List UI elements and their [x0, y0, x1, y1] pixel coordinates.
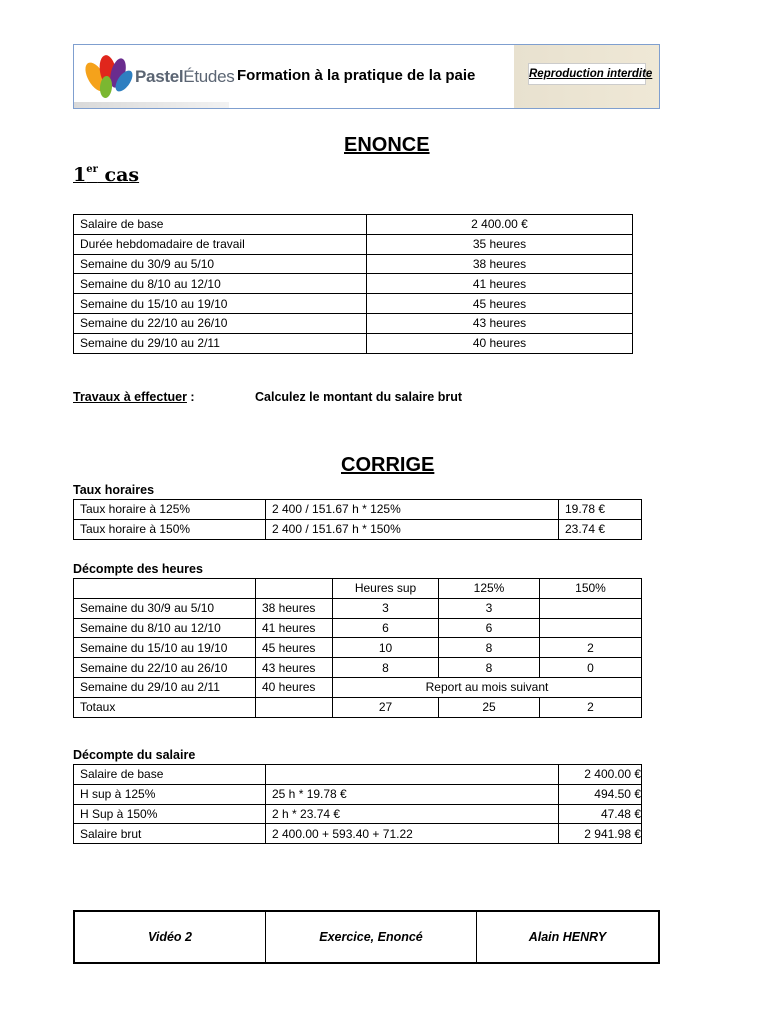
totals-row: [74, 697, 642, 717]
reproduction-notice: Reproduction interdite: [528, 63, 646, 85]
week-label: Semaine du 15/10 au 19/10: [74, 638, 256, 658]
hours-125: 6: [439, 618, 540, 638]
task-line: Travaux à effectuer : Calculez le montant du salaire brut: [73, 390, 462, 404]
row-value: 45 heures: [367, 294, 633, 314]
report-note: Report au mois suivant: [333, 677, 642, 697]
table-row: [74, 658, 642, 678]
table-row: [74, 313, 633, 333]
table-row: [74, 254, 633, 274]
week-label: Semaine du 22/10 au 26/10: [74, 658, 256, 678]
salaire-section-title: Décompte du salaire: [73, 748, 196, 762]
heures-table: [73, 578, 642, 718]
row-value: 2 400.00 €: [367, 215, 633, 235]
table-row: [74, 274, 633, 294]
totals-empty: [256, 697, 333, 717]
salary-value: 494.50 €: [559, 784, 642, 804]
overtime-hours: 3: [333, 598, 439, 618]
column-header: 150%: [540, 579, 642, 599]
row-label: Semaine du 29/10 au 2/11: [74, 333, 367, 353]
total-125: 25: [439, 697, 540, 717]
hours-125: 8: [439, 638, 540, 658]
column-header: Heures sup: [333, 579, 439, 599]
row-label: Durée hebdomadaire de travail: [74, 234, 367, 254]
row-value: 41 heures: [367, 274, 633, 294]
logo-text: PastelÉtudes: [135, 67, 235, 86]
total-overtime: 27: [333, 697, 439, 717]
overtime-hours: 6: [333, 618, 439, 638]
week-label: Semaine du 29/10 au 2/11: [74, 677, 256, 697]
table-row: [74, 677, 642, 697]
task-text: Calculez le montant du salaire brut: [255, 390, 462, 404]
footer-author: Alain HENRY: [528, 930, 607, 944]
logo-underline: [74, 102, 229, 108]
column-header: [74, 579, 256, 599]
salary-label: H sup à 125%: [74, 784, 266, 804]
row-value: 38 heures: [367, 254, 633, 274]
salary-label: H Sup à 150%: [74, 804, 266, 824]
rate-value: 23.74 €: [559, 519, 642, 539]
rate-label: Taux horaire à 150%: [74, 519, 266, 539]
task-label: Travaux à effectuer: [73, 390, 187, 404]
table-row: [74, 333, 633, 353]
week-hours: 38 heures: [256, 598, 333, 618]
salary-formula: [266, 765, 559, 785]
week-label: Semaine du 30/9 au 5/10: [74, 598, 256, 618]
document-header: [73, 44, 660, 109]
table-row: [74, 234, 633, 254]
enonce-table: [73, 214, 633, 354]
hours-150: 2: [540, 638, 642, 658]
row-value: 35 heures: [367, 234, 633, 254]
header-right-panel: [514, 45, 660, 109]
table-row: [74, 784, 642, 804]
row-label: Semaine du 8/10 au 12/10: [74, 274, 367, 294]
table-row: [74, 294, 633, 314]
table-row: [74, 598, 642, 618]
row-value: 43 heures: [367, 313, 633, 333]
header-title: Formation à la pratique de la paie: [237, 67, 476, 84]
table-row: [74, 500, 642, 520]
column-header: [256, 579, 333, 599]
row-label: Semaine du 15/10 au 19/10: [74, 294, 367, 314]
rate-formula: 2 400 / 151.67 h * 150%: [266, 519, 559, 539]
rate-value: 19.78 €: [559, 500, 642, 520]
salary-formula: 2 h * 23.74 €: [266, 804, 559, 824]
salary-formula: 2 400.00 + 593.40 + 71.22: [266, 824, 559, 844]
week-hours: 45 heures: [256, 638, 333, 658]
salary-label: Salaire brut: [74, 824, 266, 844]
salary-value: 47.48 €: [559, 804, 642, 824]
table-row: [74, 618, 642, 638]
row-label: Salaire de base: [74, 215, 367, 235]
table-row: [74, 765, 642, 785]
salary-value: 2 941.98 €: [559, 824, 642, 844]
overtime-hours: 10: [333, 638, 439, 658]
hours-125: 8: [439, 658, 540, 678]
taux-section-title: Taux horaires: [73, 483, 155, 497]
footer-type: Exercice, Enoncé: [266, 912, 477, 962]
table-row: [74, 824, 642, 844]
footer-video: Vidéo 2: [75, 912, 266, 962]
salary-value: 2 400.00 €: [559, 765, 642, 785]
week-hours: 40 heures: [256, 677, 333, 697]
hours-125: 3: [439, 598, 540, 618]
table-row: [74, 215, 633, 235]
table-row: [74, 638, 642, 658]
week-label: Semaine du 8/10 au 12/10: [74, 618, 256, 638]
corrige-title: CORRIGE: [341, 454, 435, 476]
total-150: 2: [540, 697, 642, 717]
hours-150: [540, 618, 642, 638]
pastel-etudes-logo: [80, 51, 235, 103]
row-value: 40 heures: [367, 333, 633, 353]
table-header-row: [74, 579, 642, 599]
salary-formula: 25 h * 19.78 €: [266, 784, 559, 804]
salaire-table: [73, 764, 642, 844]
week-hours: 41 heures: [256, 618, 333, 638]
enonce-title: ENONCE: [344, 134, 430, 156]
hours-150: 0: [540, 658, 642, 678]
document-footer: [73, 910, 660, 964]
rate-label: Taux horaire à 125%: [74, 500, 266, 520]
week-hours: 43 heures: [256, 658, 333, 678]
row-label: Semaine du 22/10 au 26/10: [74, 313, 367, 333]
petals-icon: [80, 51, 140, 103]
table-row: [74, 804, 642, 824]
hours-150: [540, 598, 642, 618]
taux-table: [73, 499, 642, 540]
table-row: [74, 519, 642, 539]
salary-label: Salaire de base: [74, 765, 266, 785]
row-label: Semaine du 30/9 au 5/10: [74, 254, 367, 274]
rate-formula: 2 400 / 151.67 h * 125%: [266, 500, 559, 520]
column-header: 125%: [439, 579, 540, 599]
heures-section-title: Décompte des heures: [73, 562, 203, 576]
totals-label: Totaux: [74, 697, 256, 717]
overtime-hours: 8: [333, 658, 439, 678]
case-title: 1er cas: [73, 164, 140, 186]
